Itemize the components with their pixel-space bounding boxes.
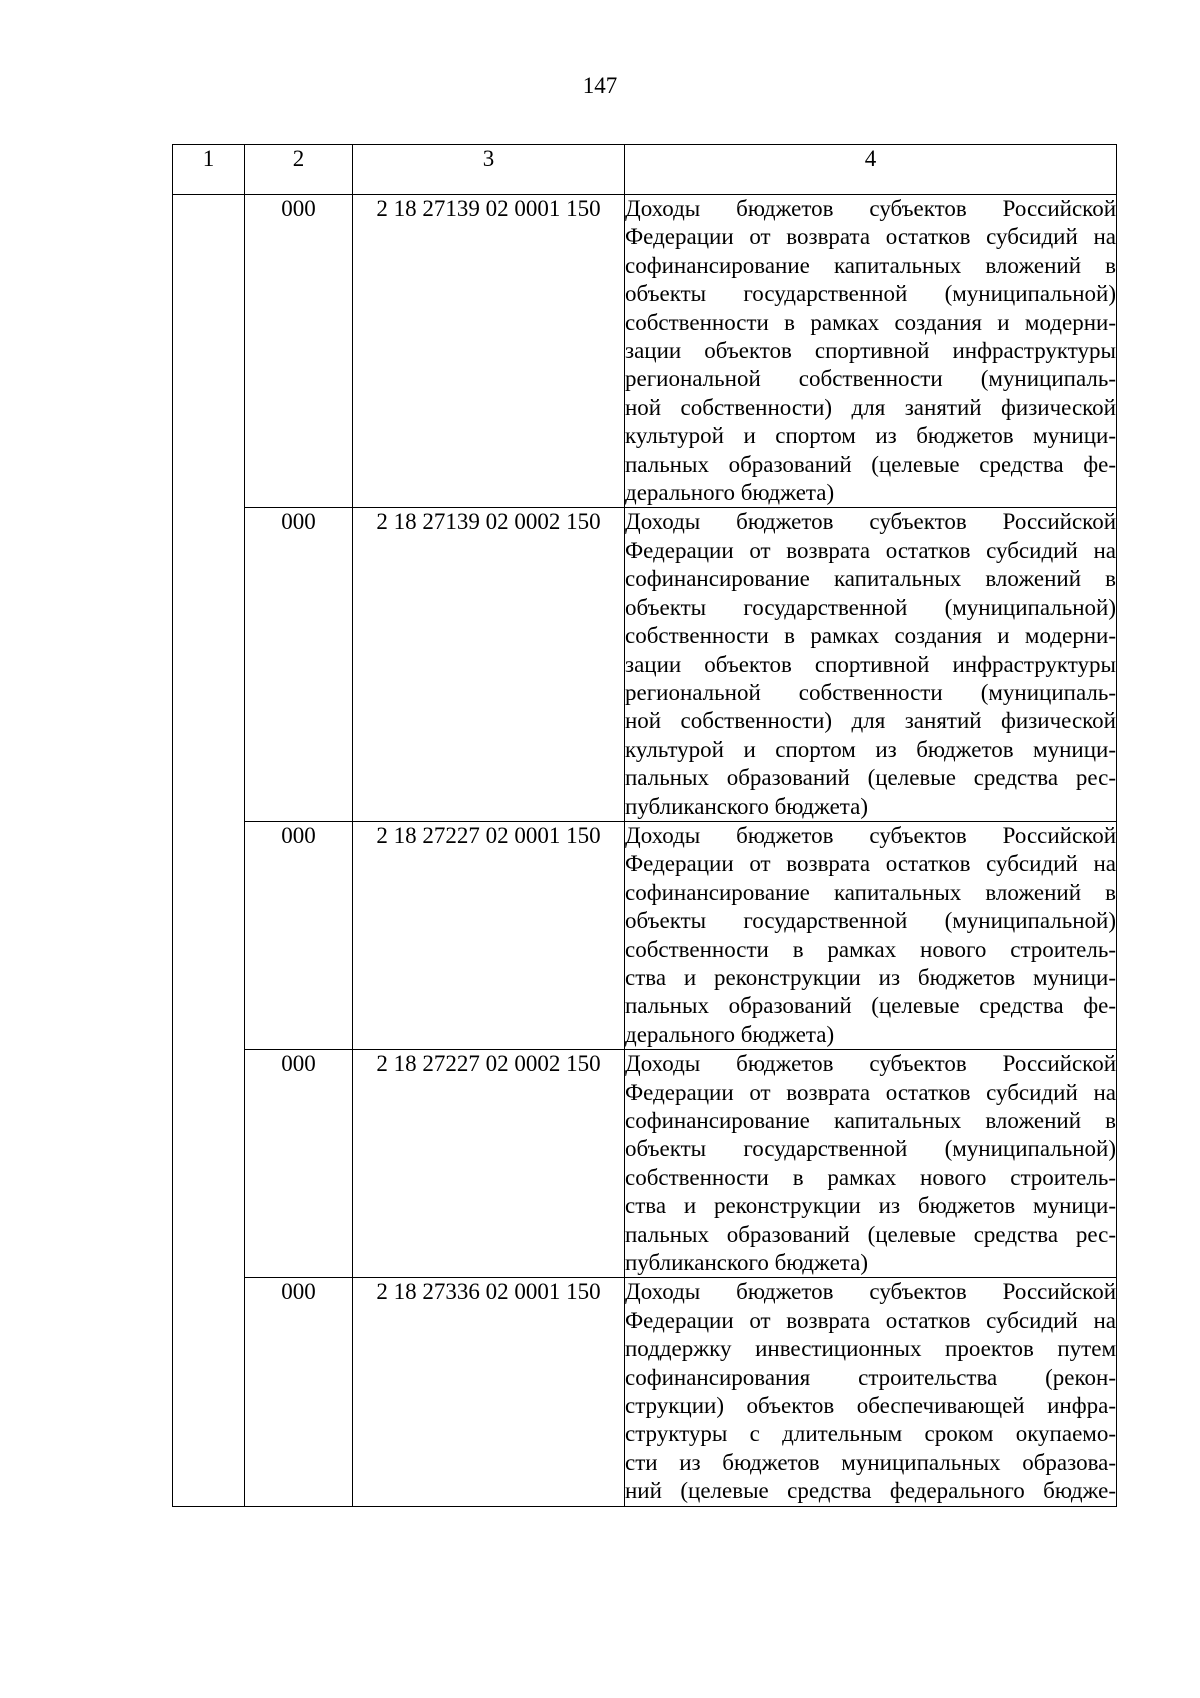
description-line: структуры с длительным сроком окупаемо-: [625, 1421, 1116, 1447]
table-row: [173, 508, 1117, 821]
description-cell: [625, 1050, 1117, 1278]
description-line: ства и реконструкции из бюджетов муници-: [625, 964, 1116, 990]
description-line: собственности в рамках создания и модерни-: [625, 309, 1116, 335]
description-line: ний (целевые средства федерального бюдже-: [625, 1478, 1116, 1504]
description-line: пальных образований (целевые средства фе-: [625, 993, 1116, 1019]
description-line: Федерации от возврата остатков субсидий на: [625, 851, 1116, 877]
description-line: софинансирования строительства (рекон-: [625, 1364, 1116, 1390]
description-line: зации объектов спортивной инфраструктуры: [625, 338, 1116, 364]
page-number: 147: [582, 73, 618, 98]
description-line: пальных образований (целевые средства рес-: [625, 1221, 1116, 1247]
table-row: [173, 195, 1117, 508]
kbk-code-cell: 2 18 27227 02 0001 150: [353, 821, 625, 1049]
description-line: региональной собственности (муниципаль-: [625, 679, 1116, 705]
admin-code-cell: 000: [245, 821, 353, 1049]
description-line: объекты государственной (муниципальной): [625, 281, 1116, 307]
description-line: объекты государственной (муниципальной): [625, 594, 1116, 620]
description-cell: [625, 821, 1117, 1049]
description-line: публиканского бюджета): [625, 1250, 869, 1276]
description-line: сти из бюджетов муниципальных образова-: [625, 1449, 1116, 1475]
description-line: зации объектов спортивной инфраструктуры: [625, 651, 1116, 677]
column-header-2: 2: [245, 145, 353, 195]
admin-code-cell: 000: [245, 1050, 353, 1278]
description-line: объекты государственной (муниципальной): [625, 1136, 1116, 1162]
column-header-4: 4: [625, 145, 1117, 195]
description-line: ной собственности) для занятий физической: [625, 708, 1116, 734]
description-line: Доходы бюджетов субъектов Российской: [625, 1279, 1116, 1305]
description-line: Федерации от возврата остатков субсидий на: [625, 537, 1116, 563]
description-line: ной собственности) для занятий физической: [625, 394, 1116, 420]
description-cell: [625, 1278, 1117, 1506]
table-row: [173, 1050, 1117, 1278]
column-header-3: 3: [353, 145, 625, 195]
description-line: софинансирование капитальных вложений в: [625, 252, 1116, 278]
description-line: софинансирование капитальных вложений в: [625, 566, 1116, 592]
description-line: культурой и спортом из бюджетов муници-: [625, 423, 1116, 449]
description-cell: [625, 195, 1117, 508]
description-line: Доходы бюджетов субъектов Российской: [625, 1051, 1116, 1077]
description-line: софинансирование капитальных вложений в: [625, 1108, 1116, 1133]
description-line: публиканского бюджета): [625, 793, 869, 819]
description-line: культурой и спортом из бюджетов муници-: [625, 736, 1116, 762]
description-line: Федерации от возврата остатков субсидий на: [625, 1079, 1116, 1105]
budget-classification-table: [172, 144, 1117, 1507]
admin-code-cell: 000: [245, 195, 353, 508]
description-line: дерального бюджета): [625, 480, 835, 506]
description-line: Федерации от возврата остатков субсидий на: [625, 1307, 1116, 1333]
admin-code-cell: 000: [245, 1278, 353, 1506]
table-row: [173, 821, 1117, 1049]
description-line: пальных образований (целевые средства фе-: [625, 451, 1116, 477]
description-line: региональной собственности (муниципаль-: [625, 366, 1116, 392]
description-line: ства и реконструкции из бюджетов муници-: [625, 1193, 1116, 1219]
description-line: софинансирование капитальных вложений в: [625, 879, 1116, 905]
description-line: дерального бюджета): [625, 1021, 835, 1047]
description-cell: [625, 508, 1117, 821]
kbk-code-cell: 2 18 27336 02 0001 150: [353, 1278, 625, 1506]
description-line: объекты государственной (муниципальной): [625, 908, 1116, 934]
description-line: Федерации от возврата остатков субсидий на: [625, 224, 1116, 250]
header-row: [173, 145, 1117, 195]
kbk-code-cell: 2 18 27139 02 0002 150: [353, 508, 625, 821]
description-line: собственности в рамках создания и модерни-: [625, 623, 1116, 649]
description-line: пальных образований (целевые средства рес-: [625, 765, 1116, 791]
description-line: Доходы бюджетов субъектов Российской: [625, 822, 1116, 848]
kbk-code-cell: 2 18 27227 02 0002 150: [353, 1050, 625, 1278]
description-line: поддержку инвестиционных проектов путем: [625, 1336, 1116, 1362]
description-line: собственности в рамках нового строитель-: [625, 936, 1116, 962]
description-line: собственности в рамках нового строитель-: [625, 1164, 1116, 1190]
empty-first-column-cell: [173, 195, 245, 1507]
description-line: Доходы бюджетов субъектов Российской: [625, 196, 1116, 221]
description-line: Доходы бюджетов субъектов Российской: [625, 509, 1116, 535]
kbk-code-cell: 2 18 27139 02 0001 150: [353, 195, 625, 508]
description-line: струкции) объектов обеспечивающей инфра-: [625, 1393, 1116, 1419]
admin-code-cell: 000: [245, 508, 353, 821]
table-row: [173, 1278, 1117, 1506]
column-header-1: 1: [173, 145, 245, 195]
